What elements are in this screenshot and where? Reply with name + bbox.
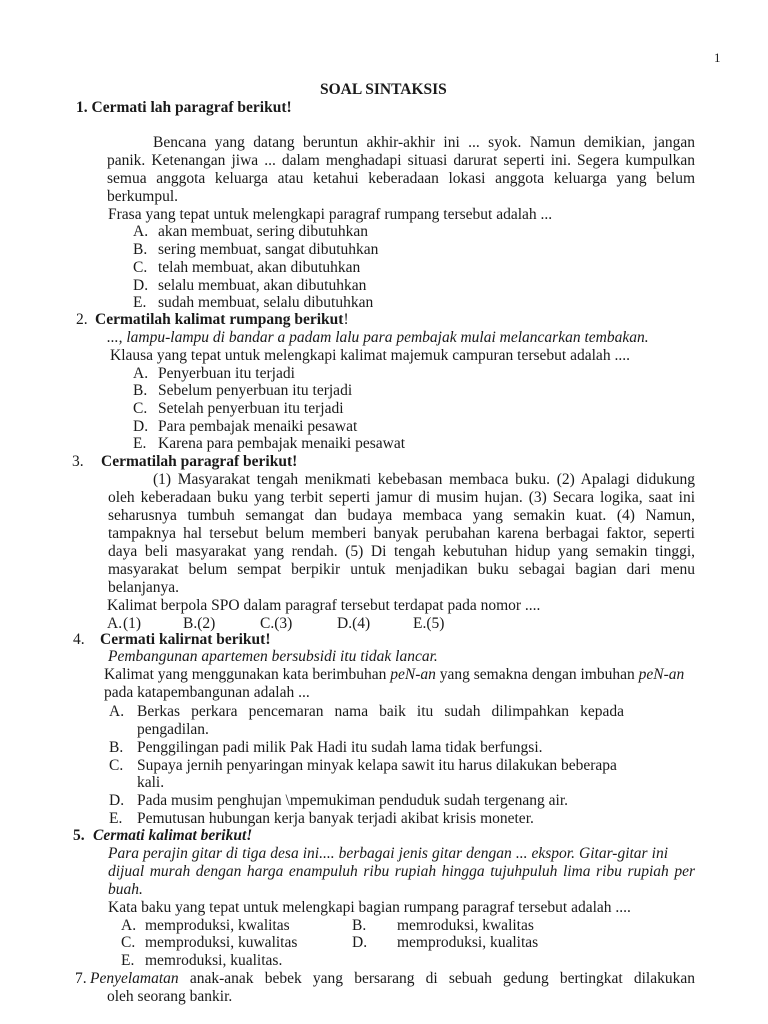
option-letter: D. [352,934,368,951]
question-2-heading-text: Cermatilah kalimat rumpang berikut [95,311,344,328]
question-7-number: 7. [75,970,87,987]
question-1-heading: 1. Cermati lah paragraf berikut! [76,99,292,116]
option-text-continued: kali. [137,774,165,791]
option-text: Sebelum penyerbuan itu terjadi [158,382,353,399]
question-3-paragraph-line: oleh keberadaan buku yang terbit seperti jamur di musim hujan. (3) Secara logika, saat ini [108,489,695,506]
option-text: (3) [274,615,293,632]
question-3-paragraph-line: belanjanya. [108,579,180,596]
option-text: Supaya jernih penyaringan minyak kelapa sawit itu harus dilakukan beberapa [137,757,617,774]
question-4-prompt-line2: pada katapembangunan adalah ... [104,684,310,701]
option-letter: E. [413,615,427,632]
option-text: (4) [352,615,371,632]
question-5-number: 5. [73,827,85,844]
question-2-sentence: ..., lampu-lampu di bandar a padam lalu para pembajak mulai melancarkan tembakan. [107,329,649,346]
question-3-prompt: Kalimat berpola SPO dalam paragraf tersebut terdapat pada nomor .... [107,597,541,614]
question-5-paragraph-line: dijual murah dengan harga enampuluh ribu rupiah hingga tujuhpuluh lima ribu rupiah per [108,863,695,880]
question-3-paragraph-line: daya beli masyarakat yang rendah. (5) Di tengah kebutuhan hidup yang semakin tinggi, [108,543,695,560]
question-4-number: 4. [73,631,85,648]
option-text: Setelah penyerbuan itu terjadi [158,400,344,417]
question-3-paragraph-line: masyarakat belum sempat berpikir untuk menjadikan buku sebagai bagian dari menu [108,561,695,578]
question-7-text: anak-anak bebek yang bersarang di sebuah gedung bertingkat dilakukan [189,970,696,987]
question-4-sentence: Pembangunan apartemen bersubsidi itu tidak lancar. [108,648,438,665]
option-letter: A. [133,223,149,240]
question-5-paragraph-line: Para perajin gitar di tiga desa ini.... berbagai jenis gitar dengan ... ekspor. Gitar-gitar ini [108,845,668,862]
question-4-prompt [104,666,684,684]
option-text: telah membuat, akan dibutuhkan [158,259,361,276]
option-text: memroduksi, kualitas. [145,952,283,969]
question-3-number: 3. [72,453,84,470]
question-3-heading: Cermatilah paragraf berikut! [101,453,298,470]
option-text: Penggilingan padi milik Pak Hadi itu sudah lama tidak berfungsi. [137,739,543,756]
question-2-heading-end: ! [343,311,349,328]
option-text-continued: pengadilan. [137,721,209,738]
option-letter: D. [337,615,353,632]
option-letter: D. [133,277,149,294]
option-text: Karena para pembajak menaiki pesawat [158,435,406,452]
question-1-paragraph-line: panik. Ketenangan jiwa ... dalam menghadapi situasi darurat seperti ini. Segera kumpulkan [107,152,695,169]
question-1-paragraph-line: Bencana yang datang beruntun akhir-akhir ini ... syok. Namun demikian, jangan [153,134,695,151]
option-letter: B. [183,615,198,632]
question-3-paragraph-line: tampaknya hal tersebut belum memberi banyak perubahan karena berbagai faktor, seperti [108,525,695,542]
option-letter: A. [121,917,137,934]
option-letter: A. [109,703,125,720]
question-3-paragraph-line: (1) Masyarakat tengah menikmati kebebasan membaca buku. (2) Apalagi didukung [153,471,695,488]
prompt-affix: peN-an [390,666,436,683]
option-letter: E. [109,810,123,827]
question-2-heading [95,311,349,329]
option-text: selalu membuat, akan dibutuhkan [158,277,367,294]
option-text: Pada musim penghujan \mpemukiman penduduk sudah tergenang air. [137,792,569,809]
question-5-prompt: Kata baku yang tepat untuk melengkapi bagian rumpang paragraf tersebut adalah .... [108,899,631,916]
option-text: Penyerbuan itu terjadi [158,365,295,382]
question-5-paragraph-line: buah. [108,881,143,898]
option-d [337,615,370,633]
prompt-text: Kalimat yang menggunakan kata berimbuhan [104,666,391,683]
option-letter: C. [133,259,148,276]
option-letter: B. [352,917,367,934]
question-2-number: 2. [76,311,88,328]
option-text: (1) [123,615,142,632]
option-text: Para pembajak menaiki pesawat [158,418,358,435]
option-letter: B. [109,739,124,756]
option-text: Berkas perkara pencemaran nama baik itu sudah dilimpahkan kepada [137,703,624,720]
option-e [413,615,444,633]
question-7-line2: oleh seorang bankir. [107,988,233,1005]
option-letter: B. [133,241,148,258]
option-text: sering membuat, sangat dibutuhkan [158,241,379,258]
question-4-heading: Cermati kalirnat berikut! [100,631,271,648]
option-text: sudah membuat, selalu dibutuhkan [158,294,374,311]
question-3-paragraph-line: seharusnya tumbuh semangat dan budaya membaca yang semakin kuat. (4) Namun, [108,507,695,524]
prompt-affix: peN-an [638,666,685,683]
question-5-heading: Cermati kalimat berikut! [93,827,253,844]
prompt-text: yang semakna dengan imbuhan [435,666,639,683]
option-letter: C. [260,615,275,632]
option-letter: D. [109,792,125,809]
option-letter: E. [121,952,135,969]
page-title: SOAL SINTAKSIS [320,81,447,98]
question-7-line [90,970,695,988]
option-text: akan membuat, sering dibutuhkan [158,223,369,240]
page-number: 1 [714,50,721,65]
option-letter: A. [133,365,149,382]
option-letter: C. [109,757,124,774]
option-letter: E. [133,294,147,311]
question-7-italic-word: Penyelamatan [90,970,179,987]
option-text: memproduksi, kwalitas [145,917,290,934]
question-1-paragraph-line: semua anggota keluarga atau ketahui keberadaan lokasi anggota keluarga yang belum [107,170,695,187]
option-letter: C. [133,400,148,417]
option-text: memroduksi, kwalitas [397,917,534,934]
option-text: (2) [197,615,216,632]
question-1-paragraph-line: berkumpul. [107,188,179,205]
option-letter: A. [107,615,123,632]
option-letter: E. [133,435,147,452]
option-text: (5) [426,615,445,632]
option-letter: C. [121,934,136,951]
option-text: Pemutusan hubungan kerja banyak terjadi akibat krisis moneter. [137,810,534,827]
option-letter: D. [133,418,149,435]
question-2-prompt: Klausa yang tepat untuk melengkapi kalimat majemuk campuran tersebut adalah .... [110,347,630,364]
option-text: memproduksi, kuwalitas [145,934,298,951]
option-letter: B. [133,382,148,399]
option-text: memproduksi, kualitas [397,934,539,951]
question-1-prompt: Frasa yang tepat untuk melengkapi paragraf rumpang tersebut adalah ... [108,206,553,223]
